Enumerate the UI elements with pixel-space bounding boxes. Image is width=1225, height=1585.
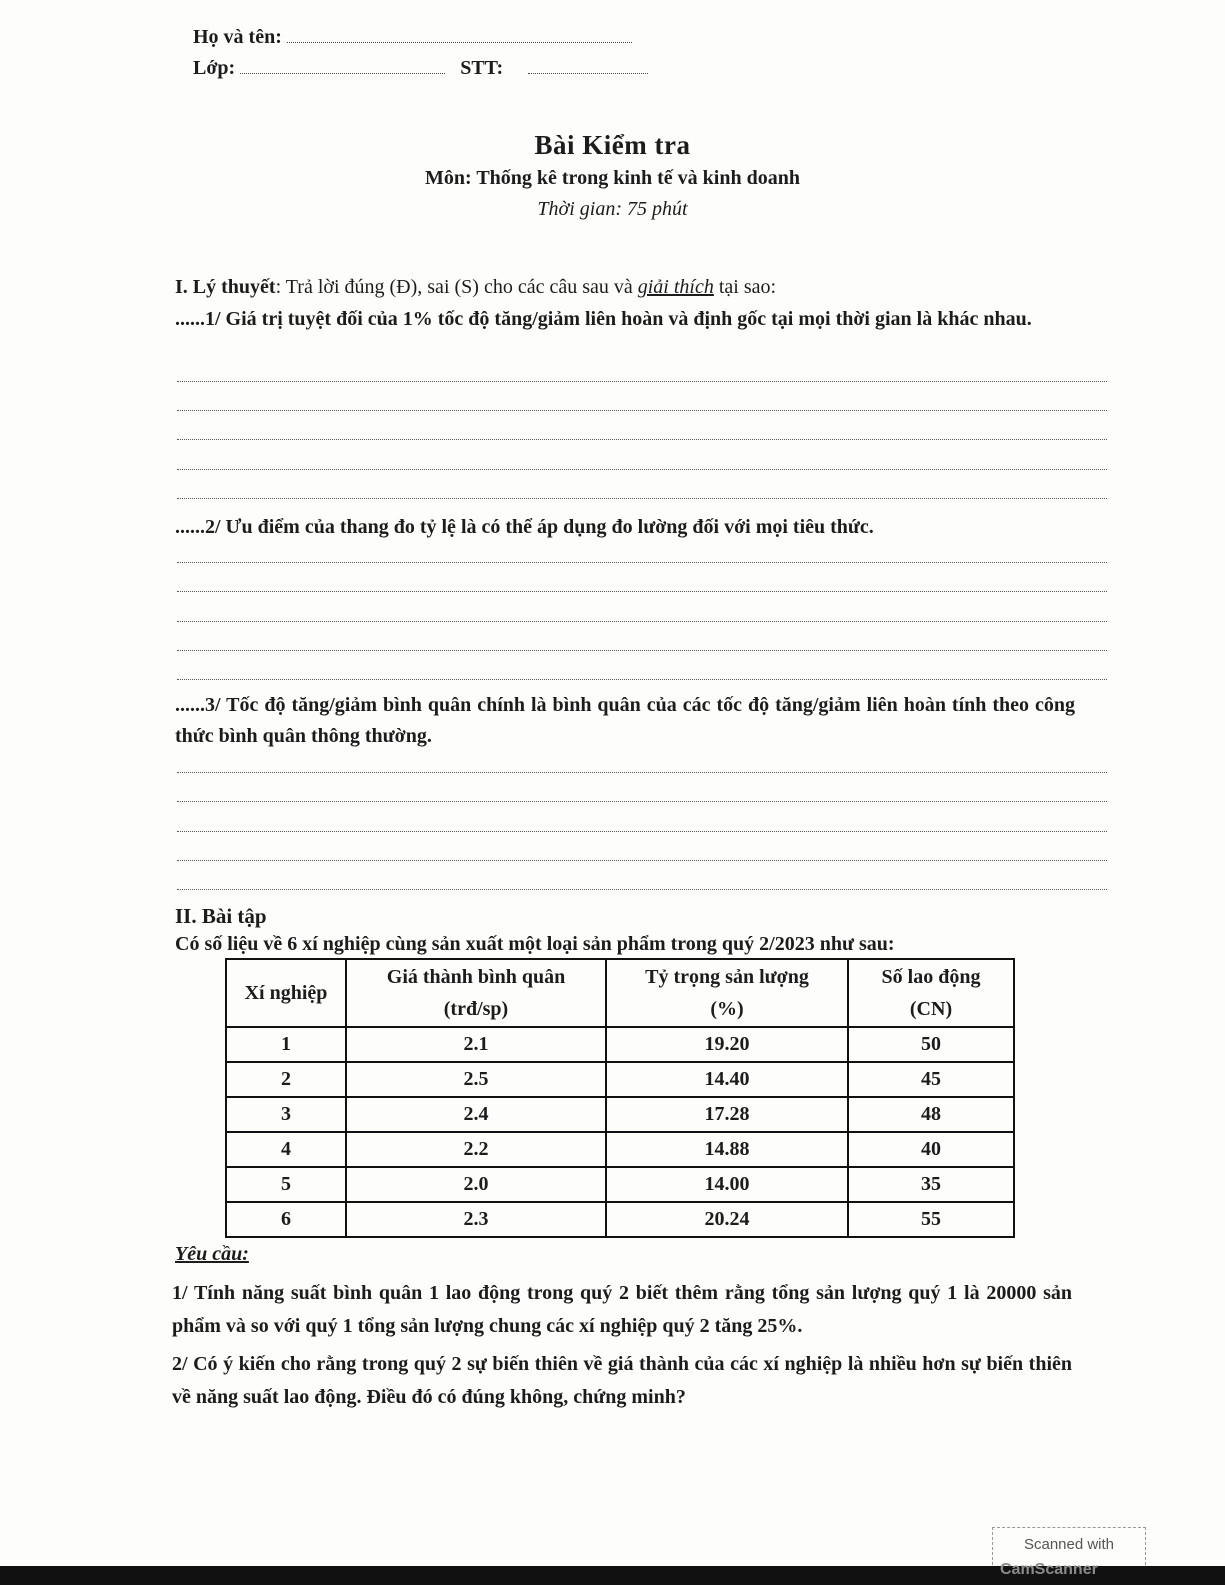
subject-line: Môn: Thống kê trong kinh tế và kinh doanh <box>425 167 800 189</box>
cell-labor: 45 <box>848 1062 1014 1097</box>
table-row <box>226 1167 1014 1202</box>
page-title: Bài Kiểm tra <box>534 130 691 160</box>
question-1: ......1/ Giá trị tuyệt đối của 1% tốc độ tăng/giảm liên hoàn và định gốc tại mọi thời gian là khác nhau. <box>175 308 1032 330</box>
answer-line <box>177 621 1107 622</box>
requirements-heading: Yêu cầu: <box>175 1243 249 1265</box>
theory-intro-end: tại sao: <box>713 276 777 298</box>
cell-enterprise: 4 <box>226 1132 346 1167</box>
cell-cost: 2.1 <box>346 1027 606 1062</box>
cell-enterprise: 5 <box>226 1167 346 1202</box>
answer-line <box>177 679 1107 680</box>
table-row <box>226 1132 1014 1167</box>
theory-intro <box>175 272 1085 303</box>
col-header-labor: Số lao động (CN) <box>848 959 1014 1027</box>
answer-line <box>177 650 1107 651</box>
answer-line <box>177 439 1107 440</box>
theory-intro-underlined: giải thích <box>637 276 714 298</box>
table-row <box>226 1097 1014 1132</box>
question-2: ......2/ Ưu điểm của thang đo tỷ lệ là có thể áp dụng đo lường đối với mọi tiêu thức. <box>175 516 874 538</box>
theory-heading: I. Lý thuyết <box>175 276 276 298</box>
camscanner-logo: CamScanner <box>1000 1561 1098 1578</box>
answer-line <box>177 801 1107 802</box>
col-header-share: Tỷ trọng sản lượng (%) <box>606 959 848 1027</box>
class-blank <box>240 72 445 74</box>
stt-label: STT: <box>460 57 504 79</box>
cell-cost: 2.4 <box>346 1097 606 1132</box>
answer-line <box>177 831 1107 832</box>
theory-intro-text: : Trả lời đúng (Đ), sai (S) cho các câu sau và <box>275 276 638 298</box>
answer-line <box>177 889 1107 890</box>
cell-labor: 35 <box>848 1167 1014 1202</box>
stt-blank <box>528 72 648 74</box>
cell-enterprise: 1 <box>226 1027 346 1062</box>
answer-line <box>177 469 1107 470</box>
answer-line <box>177 860 1107 861</box>
cell-labor: 55 <box>848 1202 1014 1237</box>
name-field <box>193 26 632 49</box>
col-header-enterprise: Xí nghiệp <box>226 959 346 1027</box>
cell-cost: 2.5 <box>346 1062 606 1097</box>
cell-share: 14.00 <box>606 1167 848 1202</box>
requirement-2: 2/ Có ý kiến cho rằng trong quý 2 sự biến thiên về giá thành của các xí nghiệp là nhiều hơn sự biến thiên về năng suất lao động. Điều đó có đúng không, chứng minh? <box>172 1353 1072 1408</box>
name-label: Họ và tên: <box>193 26 282 48</box>
table-row <box>226 1202 1014 1237</box>
answer-line <box>177 772 1107 773</box>
cell-share: 19.20 <box>606 1027 848 1062</box>
cell-cost: 2.3 <box>346 1202 606 1237</box>
cell-share: 20.24 <box>606 1202 848 1237</box>
question-3: ......3/ Tốc độ tăng/giảm bình quân chính là bình quân của các tốc độ tăng/giảm liên hoàn tính theo công thức bình quân thông thường. <box>175 694 1075 747</box>
cell-share: 14.88 <box>606 1132 848 1167</box>
table-row <box>226 1027 1014 1062</box>
exercise-heading: II. Bài tập <box>175 904 267 928</box>
duration-line: Thời gian: 75 phút <box>537 198 688 220</box>
answer-line <box>177 562 1107 563</box>
cell-cost: 2.0 <box>346 1167 606 1202</box>
scanned-with-text: Scanned with <box>1023 1536 1115 1553</box>
answer-line <box>177 410 1107 411</box>
cell-labor: 50 <box>848 1027 1014 1062</box>
cell-share: 14.40 <box>606 1062 848 1097</box>
cell-labor: 40 <box>848 1132 1014 1167</box>
class-field <box>193 57 648 80</box>
name-blank <box>287 41 632 43</box>
class-label: Lớp: <box>193 57 236 79</box>
cell-share: 17.28 <box>606 1097 848 1132</box>
cell-cost: 2.2 <box>346 1132 606 1167</box>
table-row <box>226 1062 1014 1097</box>
cell-labor: 48 <box>848 1097 1014 1132</box>
cell-enterprise: 3 <box>226 1097 346 1132</box>
requirement-1: 1/ Tính năng suất bình quân 1 lao động trong quý 2 biết thêm rằng tổng sản lượng quý 1 là 20000 sản phẩm và so với quý 1 tổng sản lượng chung các xí nghiệp quý 2 tăng 25%. <box>172 1282 1072 1337</box>
exercise-intro: Có số liệu về 6 xí nghiệp cùng sản xuất một loại sản phẩm trong quý 2/2023 như sau: <box>175 933 895 955</box>
data-table <box>225 958 1015 1238</box>
col-header-cost: Giá thành bình quân (trđ/sp) <box>346 959 606 1027</box>
cell-enterprise: 6 <box>226 1202 346 1237</box>
answer-line <box>177 498 1107 499</box>
answer-line <box>177 381 1107 382</box>
cell-enterprise: 2 <box>226 1062 346 1097</box>
table-header-row <box>226 959 1014 1027</box>
answer-line <box>177 591 1107 592</box>
